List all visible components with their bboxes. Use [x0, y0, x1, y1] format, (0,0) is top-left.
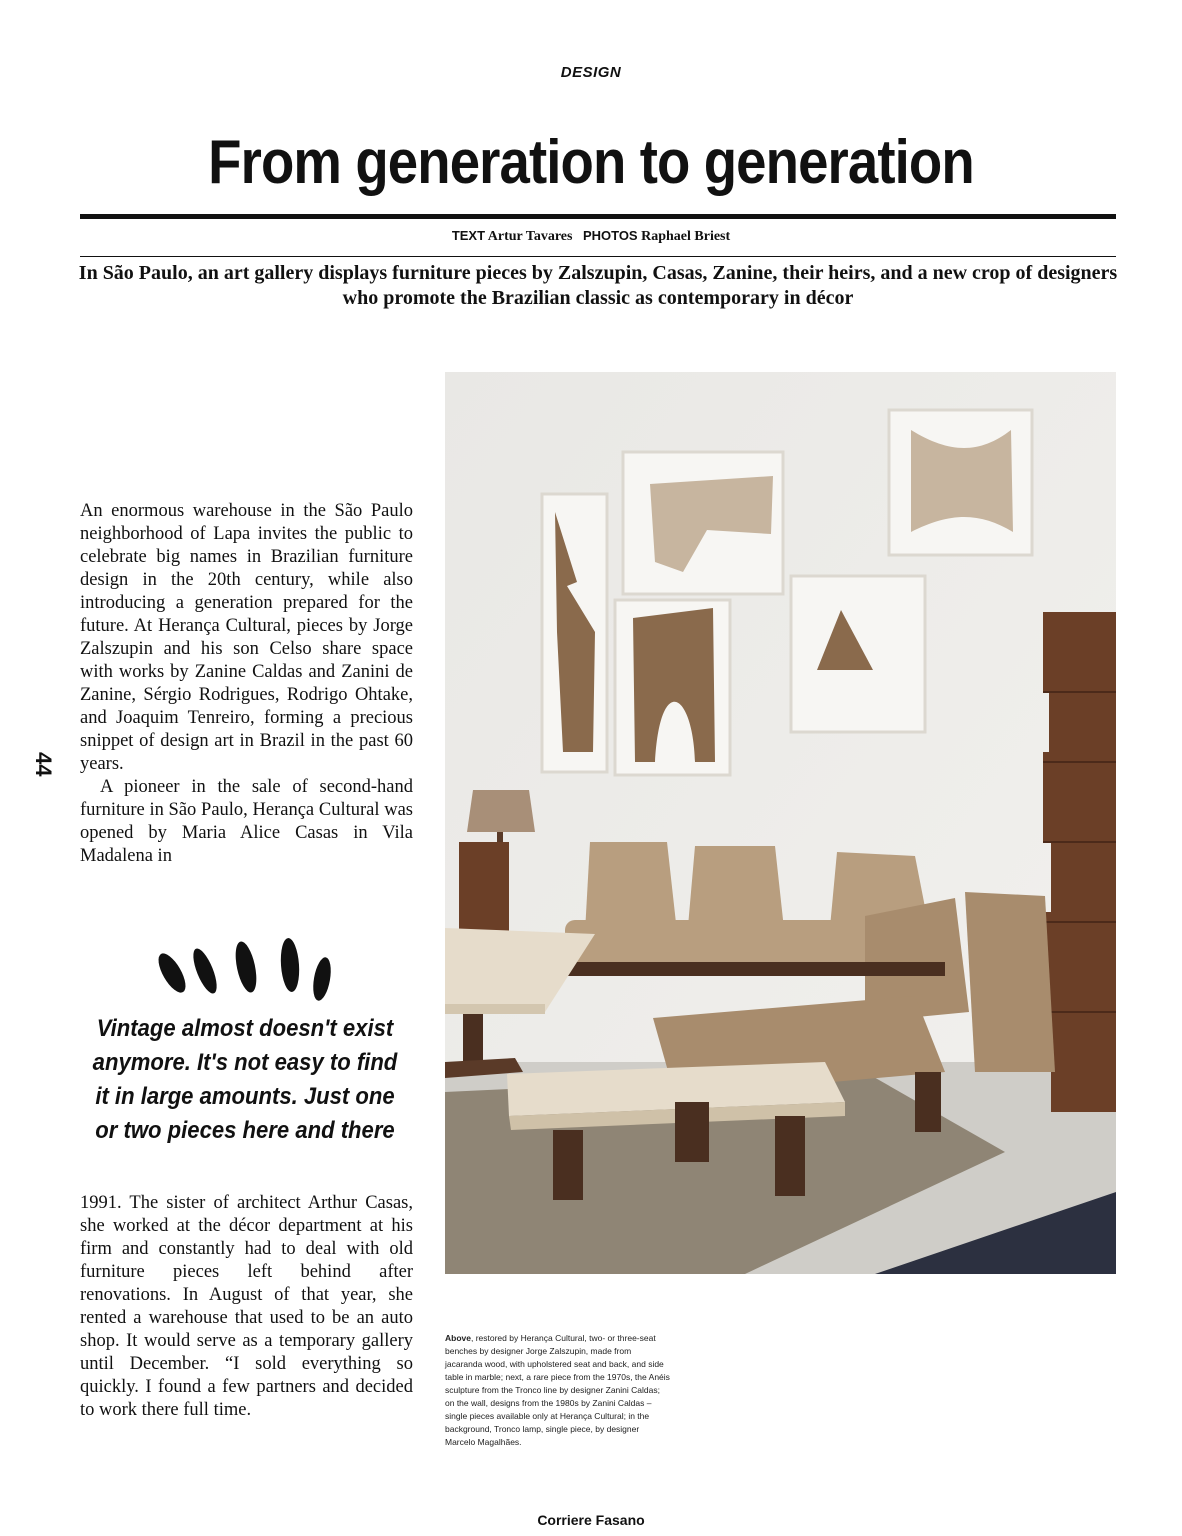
section-label: DESIGN [560, 64, 622, 81]
gallery-photo-illustration [445, 372, 1116, 1274]
photo-caption [445, 1332, 670, 1449]
body-column-bottom [80, 1192, 413, 1422]
gallery-photo [445, 372, 1116, 1274]
text-credit-label: TEXT [451, 228, 486, 243]
body-paragraph-3: 1991. The sister of architect Arthur Casas, she worked at the décor department at his firm and constantly had to deal with old furniture pieces left behind after renovations. In August of that year, she rented a warehouse that used to be an auto shop. It would serve as a temporary gallery until December. “I sold everything so quickly. I found a few partners and decided to work there full time. [80, 1193, 413, 1420]
brush-strokes-ornament [150, 935, 340, 1005]
body-paragraph-2: A pioneer in the sale of second-hand furniture in São Paulo, Herança Cultural was opened by Maria Alice Casas in Vila Madalena in [80, 777, 413, 866]
credits [0, 228, 1182, 245]
pull-quote: Vintage almost doesn't exist anymore. It's not easy to find it in large amounts. Just one or two pieces here and there [92, 1015, 398, 1144]
credits-rule [80, 256, 1116, 257]
text-credit-name: Artur Tavares [487, 229, 573, 244]
page-number: 44 [31, 752, 56, 777]
headline-rule [80, 214, 1116, 219]
photos-credit-name: Raphael Briest [641, 229, 731, 244]
caption-lead: Above [445, 1333, 471, 1343]
body-paragraph-1: An enormous warehouse in the São Paulo neighborhood of Lapa invites the public to celebrate big names in Brazilian furniture design in the 20th century, while also introducing a generation prepared for the future. At Herança Cultural, pieces by Jorge Zalszupin and his son Celso share space with works by Zanine Caldas and Zanini de Zanine, Sérgio Rodrigues, Rodrigo Ohtake, and Joaquim Tenreiro, forming a precious snippet of design art in Brazil in the past 60 years. [80, 501, 413, 774]
caption-text: , restored by Herança Cultural, two- or three-seat benches by designer Jorge Zalszupin, made from jacaranda wood, with upholstered seat and back, and side table in marble; next, a rare piece from the 1970s, the Anéis sculpture from the Tronco line by designer Zanini Caldas; on the wall, designs from the 1980s by Zanini Caldas – single pieces available only at Herança Cultural; in the background, Tronco lamp, single piece, by designer Marcelo Magalhães. [445, 1333, 670, 1447]
headline: From generation to generation [208, 128, 974, 197]
footer-publication: Corriere Fasano [537, 1512, 645, 1528]
body-column-top [80, 500, 413, 868]
dek: In São Paulo, an art gallery displays furniture pieces by Zalszupin, Casas, Zanine, their heirs, and a new crop of designers who promote the Brazilian classic as contemporary in décor [78, 262, 1118, 309]
photos-credit-label: PHOTOS [582, 228, 638, 243]
